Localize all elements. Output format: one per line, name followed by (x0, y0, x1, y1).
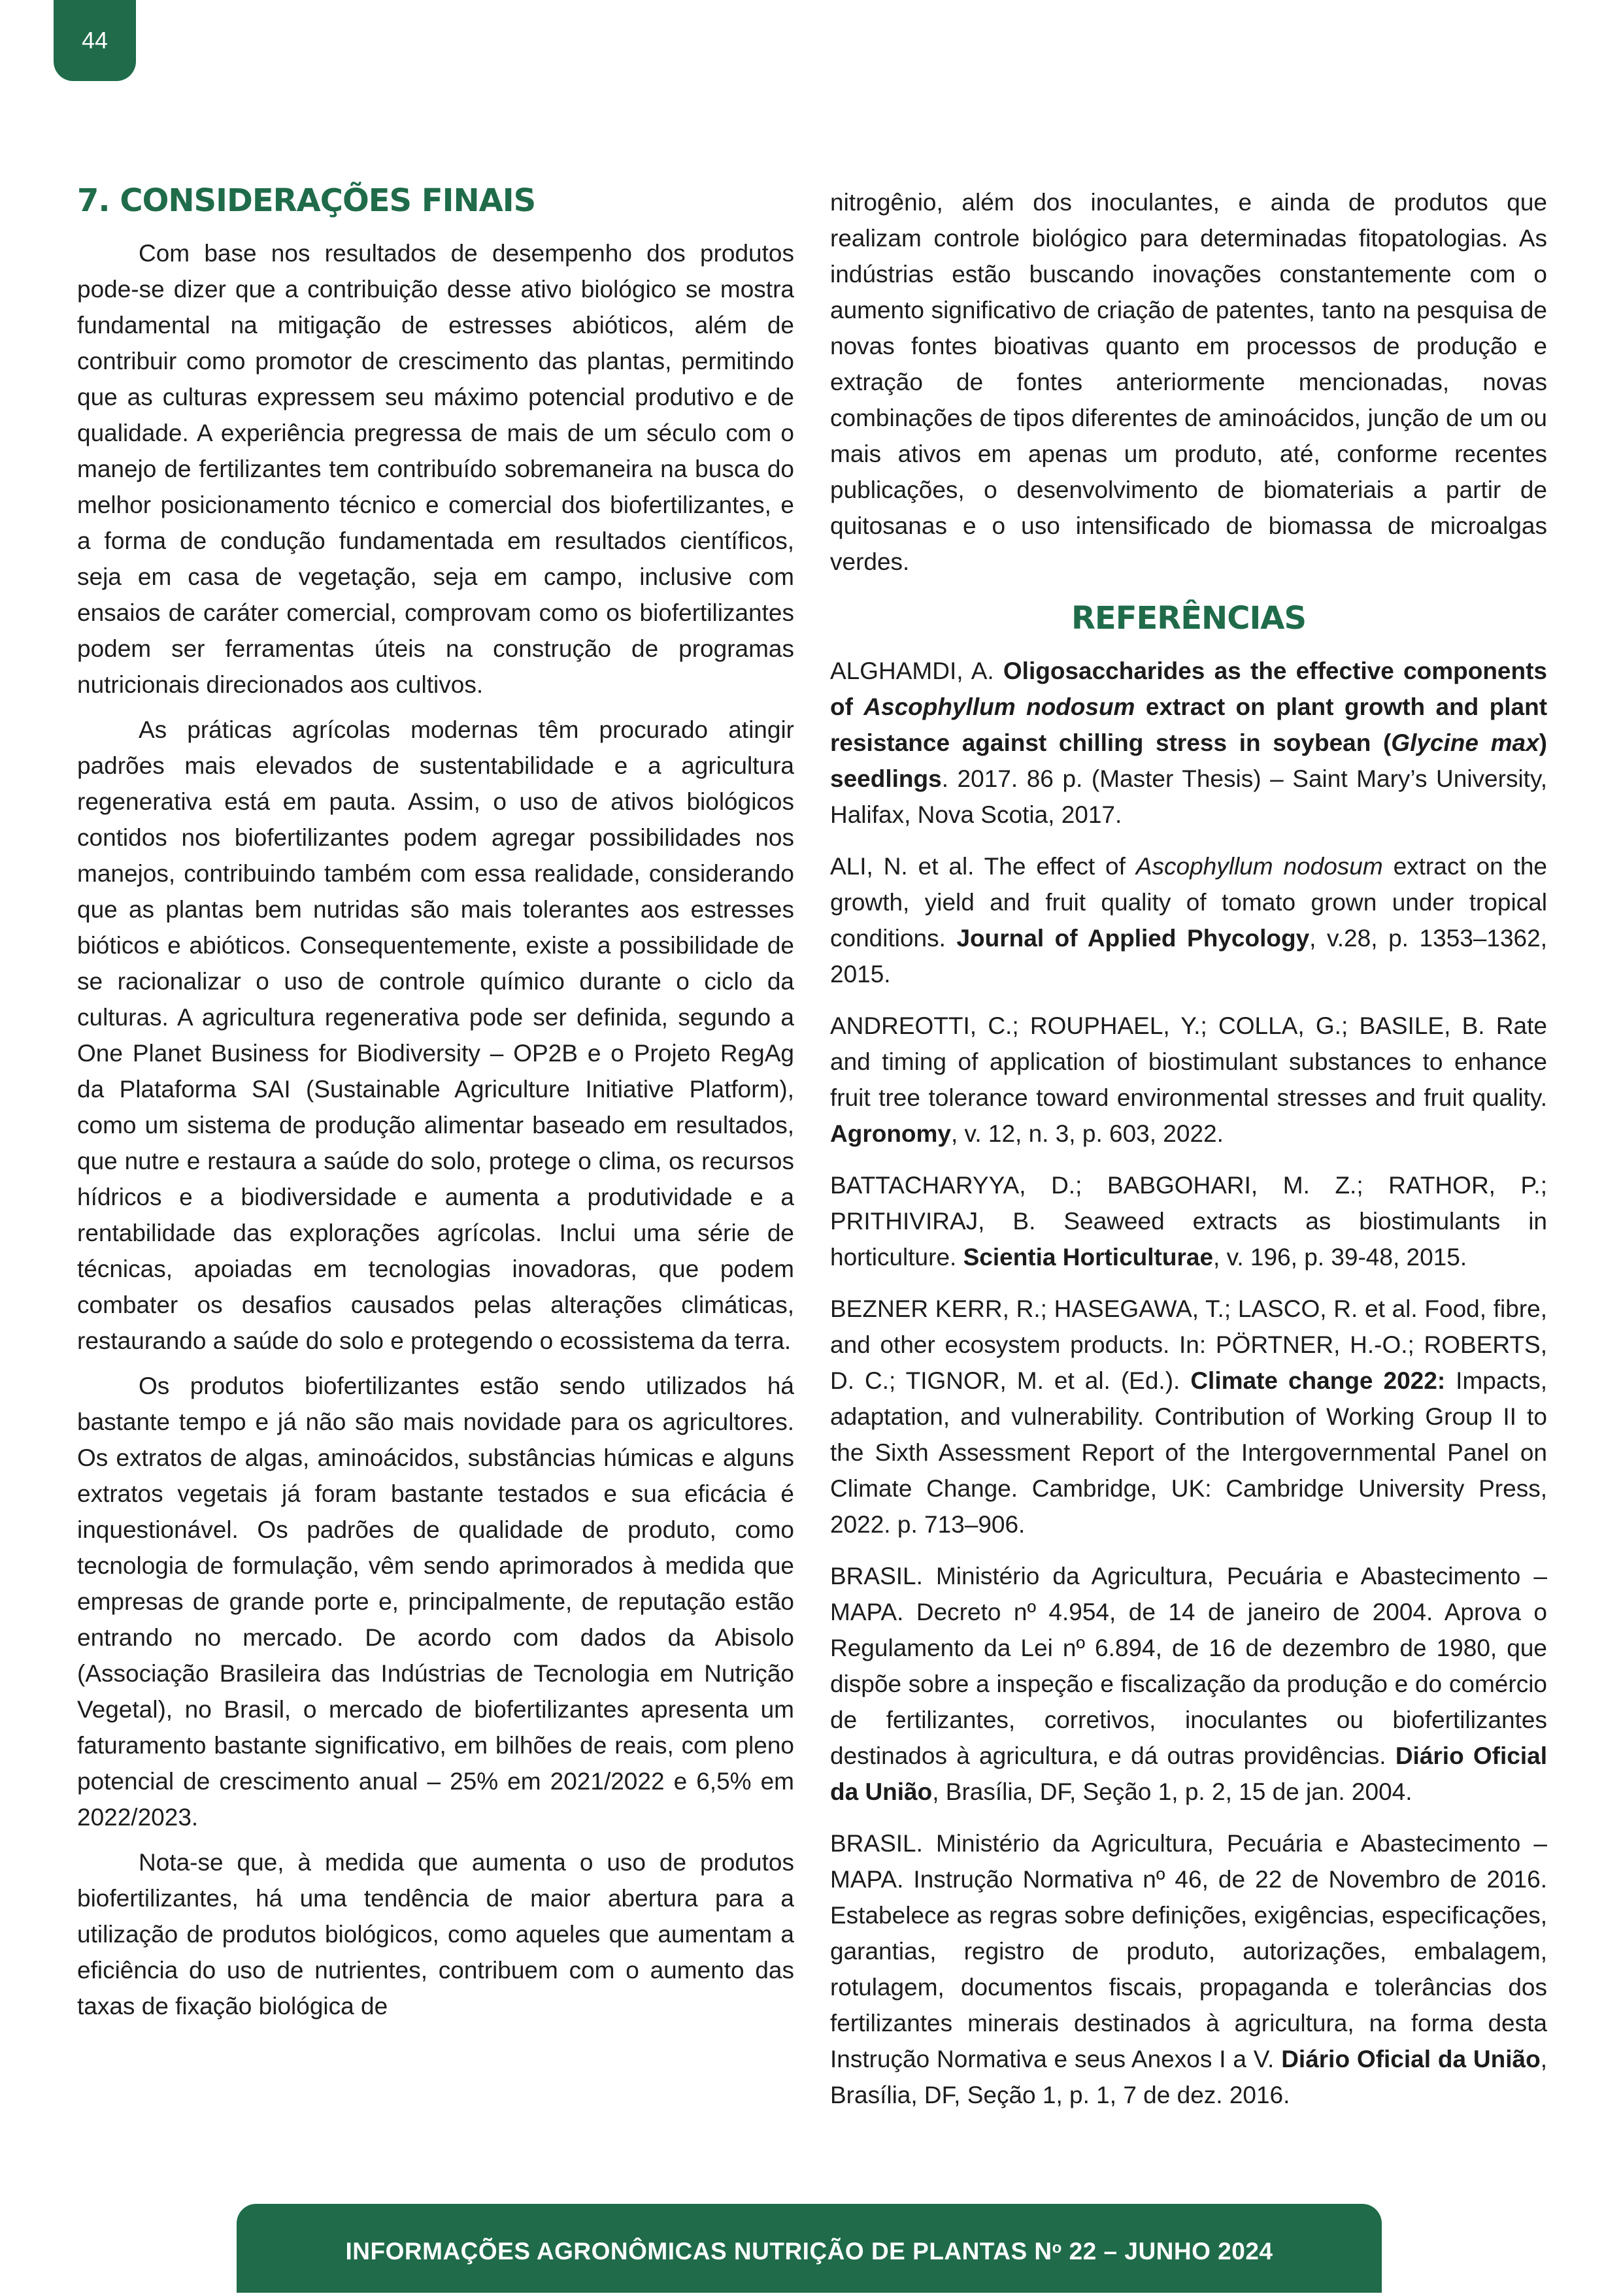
reference-text: BRASIL. Ministério da Agricultura, Pecuária e Abastecimento – MAPA. Instrução Normativa nº 46, de 22 de Novembro de 2016. Estabelece as regras sobre definições, exigências, especificações, garantias, registro de produto, autorizações, embalagem, rotulagem, documentos fiscais, propaganda e tolerâncias dos fertilizantes minerais destinados à agricultura, na forma desta Instrução Normativa e seus Anexos I a V. (830, 1830, 1547, 2072)
reference-species: Glycine max (1391, 729, 1539, 756)
page-number-tab (54, 0, 136, 81)
reference-text: BRASIL. Ministério da Agricultura, Pecuária e Abastecimento – MAPA. Decreto nº 4.954, de 14 de janeiro de 2004. Aprova o Regulamento da Lei nº 6.894, de 16 de dezembro de 1980, que dispõe sobre a inspeção e fiscalização da produção e do comércio de fertilizantes, corretivos, inoculantes ou biofertilizantes destinados à agricultura, e dá outras providências. (830, 1563, 1547, 1769)
reference-text: , v. 12, n. 3, p. 603, 2022. (951, 1120, 1224, 1147)
footer-bar (237, 2204, 1382, 2293)
body-paragraph-2: As práticas agrícolas modernas têm procurado atingir padrões mais elevados de sustentabilidade e a agricultura regenerativa está em pauta. Assim, o uso de ativos biológicos contidos nos biofertilizantes podem agregar possibilidades nos manejos, contribuindo também com essa realidade, considerando que as plantas bem nutridas são mais tolerantes aos estresses bióticos e abióticos. Consequentemente, existe a possibilidade de se racionalizar o uso de controle químico durante o ciclo da culturas. A agricultura regenerativa pode ser definida, segundo a One Planet Business for Biodiversity – OP2B e o Projeto RegAg da Plataforma SAI (Sustainable Agriculture Initiative Platform), como um sistema de produção alimentar baseado em resultados, que nutre e restaura a saúde do solo, protege o clima, os recursos hídricos e a biodiversidade e aumenta a produtividade e a rentabilidade das explorações agrícolas. Inclui uma série de técnicas, apoiadas em tecnologias inovadoras, que podem combater os desafios causados pelas alterações climáticas, restaurando a saúde do solo e protegendo o ecossistema da terra. (77, 716, 794, 1354)
reference-journal: Agronomy (830, 1120, 951, 1147)
reference-text: ALI, N. et al. The effect of (830, 853, 1136, 880)
reference-text: Impacts, adaptation, and vulnerability. Contribution of Working Group II to the Sixth Assessment Report of the Intergovernmental Panel on Climate Change. Cambridge, UK: Cambridge University Press, 2022. p. 713–906. (830, 1367, 1547, 1538)
section-title: 7. CONSIDERAÇÕES FINAIS (77, 182, 536, 219)
references-title: REFERÊNCIAS (1071, 600, 1307, 637)
reference-text: BEZNER KERR, R.; HASEGAWA, T.; LASCO, R. et al. Food, fibre, and other ecosystem products. In: PÖRTNER, H.-O.; ROBERTS, D. C.; TIGNOR, M. et al. (Ed.). (830, 1295, 1547, 1394)
reference-journal: Diário Oficial da União (1281, 2046, 1541, 2072)
footer-number-sign: o (1052, 2239, 1062, 2257)
right-column (830, 184, 1547, 2129)
reference-journal: Diário Oficial da União (830, 1742, 1548, 1805)
reference-species: Ascophyllum nodosum (1135, 853, 1383, 880)
page-number: 44 (81, 27, 109, 54)
reference-text: . 2017. 86 p. (Master Thesis) – Saint Mary’s University, Halifax, Nova Scotia, 2017. (830, 765, 1547, 828)
reference-journal: Journal of Applied Phycology (956, 925, 1310, 952)
reference-title: Oligosaccharides as the effective components of (830, 657, 1547, 720)
reference-text: extract on the growth, yield and fruit quality of tomato grown under tropical conditions. (830, 853, 1547, 952)
body-paragraph-4-continued: nitrogênio, além dos inoculantes, e ainda de produtos que realizam controle biológico para determinadas fitopatologias. As indústrias estão buscando inovações constantemente com o aumento significativo de criação de patentes, tanto na pesquisa de novas fontes bioativas quanto em processos de produção e extração de fontes anteriormente mencionadas, novas combinações de tipos diferentes de aminoácidos, junção de um ou mais ativos em apenas um produto, até, conforme recentes publicações, o desenvolvimento de biomateriais a partir de quitosanas e o uso intensificado de biomassa de microalgas verdes. (830, 189, 1547, 575)
reference-journal: Scientia Horticulturae (963, 1244, 1214, 1271)
reference-text: , Brasília, DF, Seção 1, p. 1, 7 de dez. 2016. (830, 2046, 1547, 2108)
reference-bezner-kerr (830, 1291, 1547, 1542)
reference-brasil-2016 (830, 1825, 1547, 2113)
reference-title: Climate change 2022: (1190, 1367, 1446, 1394)
reference-text: , Brasília, DF, Seção 1, p. 2, 15 de jan. 2004. (932, 1778, 1412, 1805)
reference-alghamdi (830, 653, 1547, 833)
reference-text: ANDREOTTI, C.; ROUPHAEL, Y.; COLLA, G.; BASILE, B. Rate and timing of application of biostimulant substances to enhance fruit tree tolerance toward environmental stresses and fruit quality. (830, 1012, 1547, 1111)
reference-text: , v. 196, p. 39-48, 2015. (1213, 1244, 1467, 1271)
reference-title: extract on plant growth and plant resistance against chilling stress in soybean ( (830, 693, 1548, 756)
footer-issue: 22 – JUNHO 2024 (1061, 2238, 1273, 2265)
reference-text: , v.28, p. 1353–1362, 2015. (830, 925, 1547, 988)
reference-ali (830, 848, 1547, 992)
reference-species: Ascophyllum nodosum (863, 693, 1135, 720)
reference-text: ALGHAMDI, A. (830, 657, 1003, 684)
body-paragraph-1: Com base nos resultados de desempenho dos produtos pode-se dizer que a contribuição desse ativo biológico se mostra fundamental na mitigação de estresses abióticos, além de contribuir como promotor de crescimento das plantas, permitindo que as culturas expressem seu máximo potencial produtivo e de qualidade. A experiência pregressa de mais de um século com o manejo de fertilizantes tem contribuído sobremaneira na busca do melhor posicionamento técnico e comercial dos biofertilizantes, e a forma de condução fundamentada em resultados científicos, seja em casa de vegetação, seja em campo, inclusive com ensaios de caráter comercial, comprovam como os biofertilizantes podem ser ferramentas úteis na construção de programas nutricionais direcionados aos cultivos. (77, 240, 794, 698)
footer-title: INFORMAÇÕES AGRONÔMICAS NUTRIÇÃO DE PLANTAS N (345, 2238, 1052, 2265)
left-column (77, 178, 794, 2033)
reference-title: ) seedlings (830, 729, 1547, 792)
reference-battacharyya (830, 1167, 1547, 1275)
body-paragraph-3: Os produtos biofertilizantes estão sendo utilizados há bastante tempo e já não são mais novidade para os agricultores. Os extratos de algas, aminoácidos, substâncias húmicas e alguns extratos vegetais já foram bastante testados e sua eficácia é inquestionável. Os padrões de qualidade de produto, como tecnologia de formulação, vêm sendo aprimorados à medida que empresas de grande porte e, principalmente, de reputação estão entrando no mercado. De acordo com dados da Abisolo (Associação Brasileira das Indústrias de Tecnologia em Nutrição Vegetal), no Brasil, o mercado de biofertilizantes apresenta um faturamento bastante significativo, em bilhões de reais, com pleno potencial de crescimento anual – 25% em 2021/2022 e 6,5% em 2022/2023. (77, 1373, 794, 1831)
body-paragraph-4-start: Nota-se que, à medida que aumenta o uso de produtos biofertilizantes, há uma tendência de maior abertura para a utilização de produtos biológicos, como aqueles que aumentam a eficiência do uso de nutrientes, contribuem com o aumento das taxas de fixação biológica de (77, 1849, 794, 2020)
reference-brasil-2004 (830, 1558, 1547, 1810)
reference-andreotti (830, 1008, 1547, 1152)
reference-text: BATTACHARYYA, D.; BABGOHARI, M. Z.; RATHOR, P.; PRITHIVIRAJ, B. Seaweed extracts as biostimulants in horticulture. (830, 1172, 1547, 1271)
